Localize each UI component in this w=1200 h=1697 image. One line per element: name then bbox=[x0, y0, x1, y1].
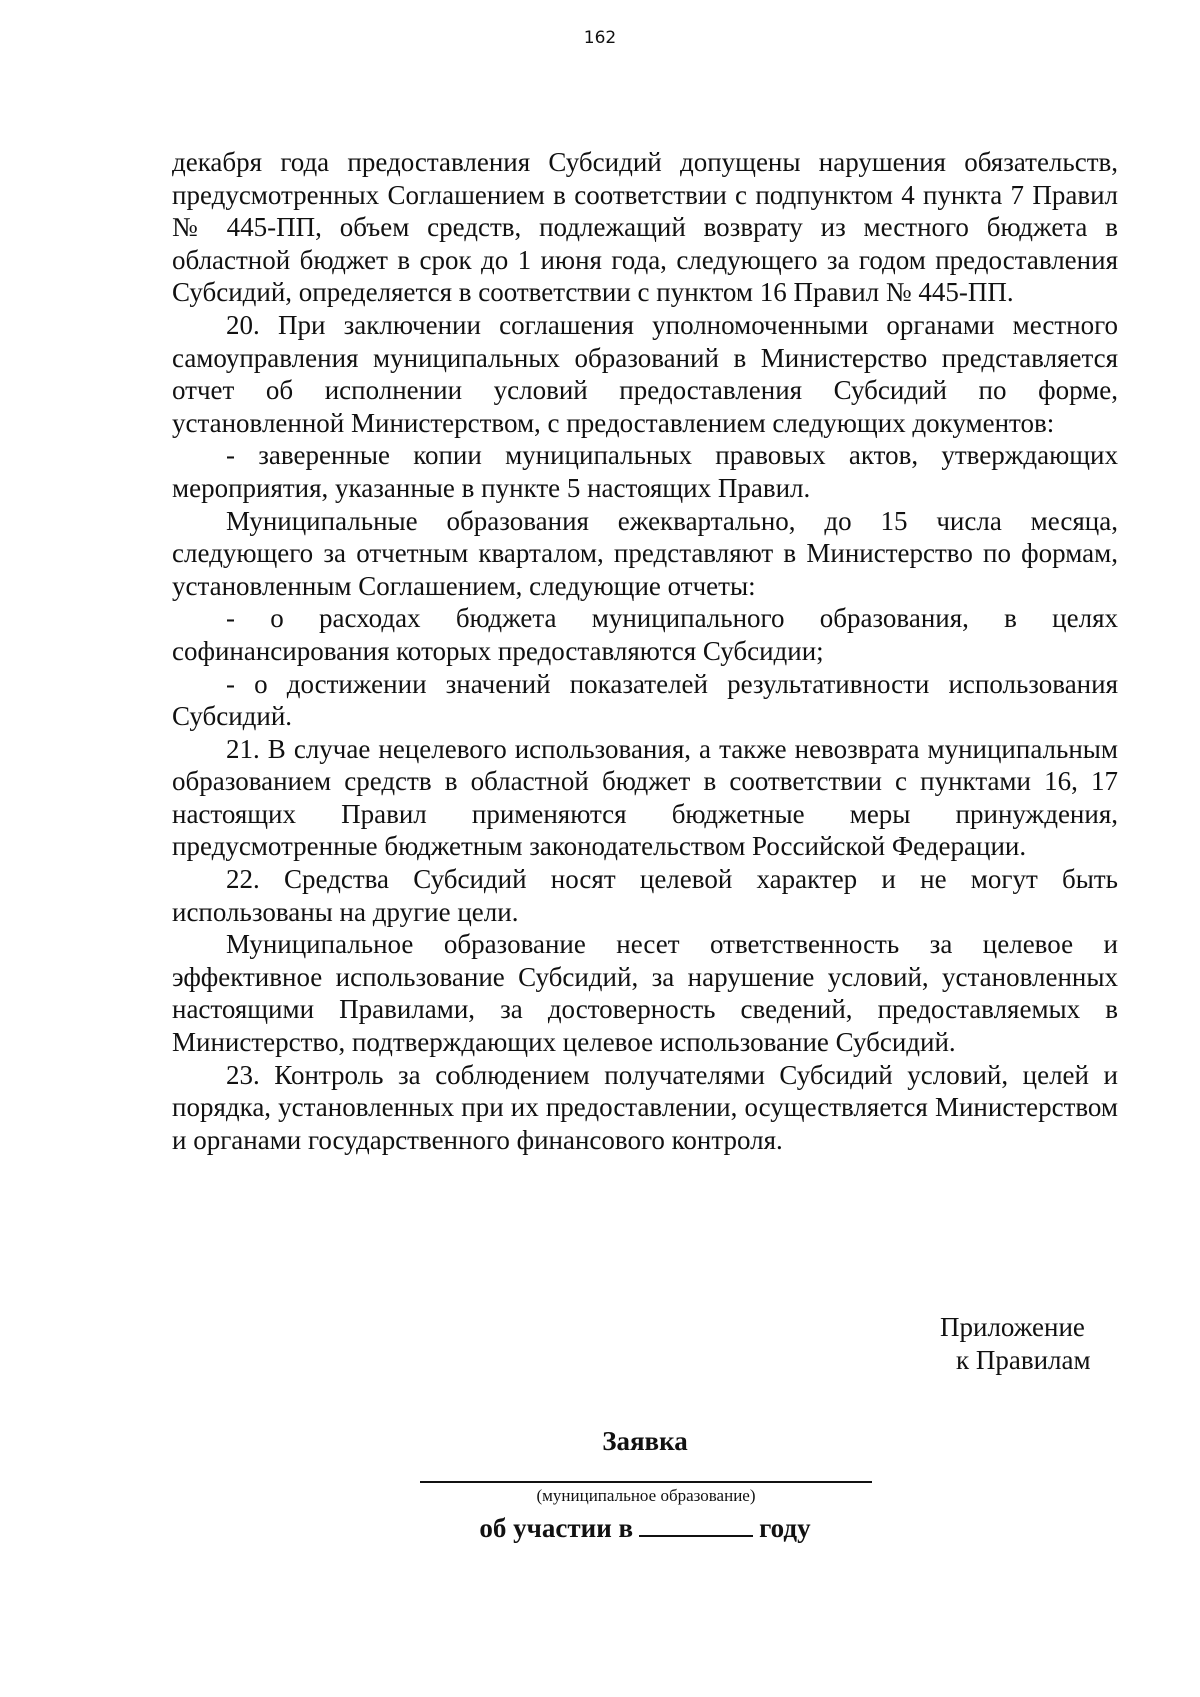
appendix-label bbox=[940, 1311, 1091, 1377]
participation-prefix: об участии в bbox=[479, 1513, 634, 1543]
paragraph-item-20: 20. При заключении соглашения уполномоченными органами местного самоуправления муниципальных образований в Министерство представляется отчет об исполнении условий предоставления Субсидий по форме, установленной Министерством, с предоставлением следующих документов: bbox=[172, 309, 1118, 438]
page-number: 162 bbox=[583, 28, 617, 48]
municipality-fill-line bbox=[420, 1481, 872, 1483]
paragraph-list-item: - о достижении значений показателей результативности использования Субсидий. bbox=[172, 668, 1118, 732]
paragraph: декабря года предоставления Субсидий допущены нарушения обязательств, предусмотренных Соглашением в соответствии с подпунктом 4 пункта 7 Правил № 445-ПП, объем средств, подлежащий возврату из местного бюджета в областной бюджет в срок до 1 июня года, следующего за годом предоставления Субсидий, определяется в соответствии с пунктом 16 Правил № 445-ПП. bbox=[172, 147, 1118, 308]
participation-suffix: году bbox=[759, 1513, 811, 1543]
paragraph: Муниципальное образование несет ответственность за целевое и эффективное использование Субсидий, за нарушение условий, установленных настоящими Правилами, за достоверность сведений, предоставляемых в Министерство, подтверждающих целевое использование Субсидий. bbox=[172, 929, 1118, 1058]
municipality-caption: (муниципальное образование) bbox=[536, 1486, 756, 1505]
paragraph-list-item: - о расходах бюджета муниципального образования, в целях софинансирования которых предоставляются Субсидии; bbox=[172, 603, 1118, 666]
appendix-line-1: Приложение bbox=[940, 1312, 1085, 1342]
paragraph-item-23: 23. Контроль за соблюдением получателями Субсидий условий, целей и порядка, установленных при их предоставлении, осуществляется Министерством и органами государственного финансового контроля. bbox=[172, 1059, 1118, 1155]
paragraph-list-item: - заверенные копии муниципальных правовых актов, утверждающих мероприятия, указанные в пункте 5 настоящих Правил. bbox=[172, 440, 1118, 503]
appendix-line-2: к Правилам bbox=[956, 1345, 1091, 1375]
year-blank bbox=[639, 1513, 753, 1537]
form-title: Заявка bbox=[602, 1426, 688, 1456]
paragraph-item-21: 21. В случае нецелевого использования, а также невозврата муниципальным образованием средств в областной бюджет в соответствии с пунктами 16, 17 настоящих Правил применяются бюджетные меры принуждения, предусмотренные бюджетным законодательством Российской Федерации. bbox=[172, 733, 1118, 862]
body-text bbox=[172, 146, 1118, 1156]
form-participation-line bbox=[0, 1513, 1200, 1544]
paragraph-item-22: 22. Средства Субсидий носят целевой характер и не могут быть использованы на другие цели. bbox=[172, 864, 1118, 927]
paragraph: Муниципальные образования ежеквартально, до 15 числа месяца, следующего за отчетным кварталом, представляют в Министерство по формам, установленным Соглашением, следующие отчеты: bbox=[172, 505, 1118, 601]
